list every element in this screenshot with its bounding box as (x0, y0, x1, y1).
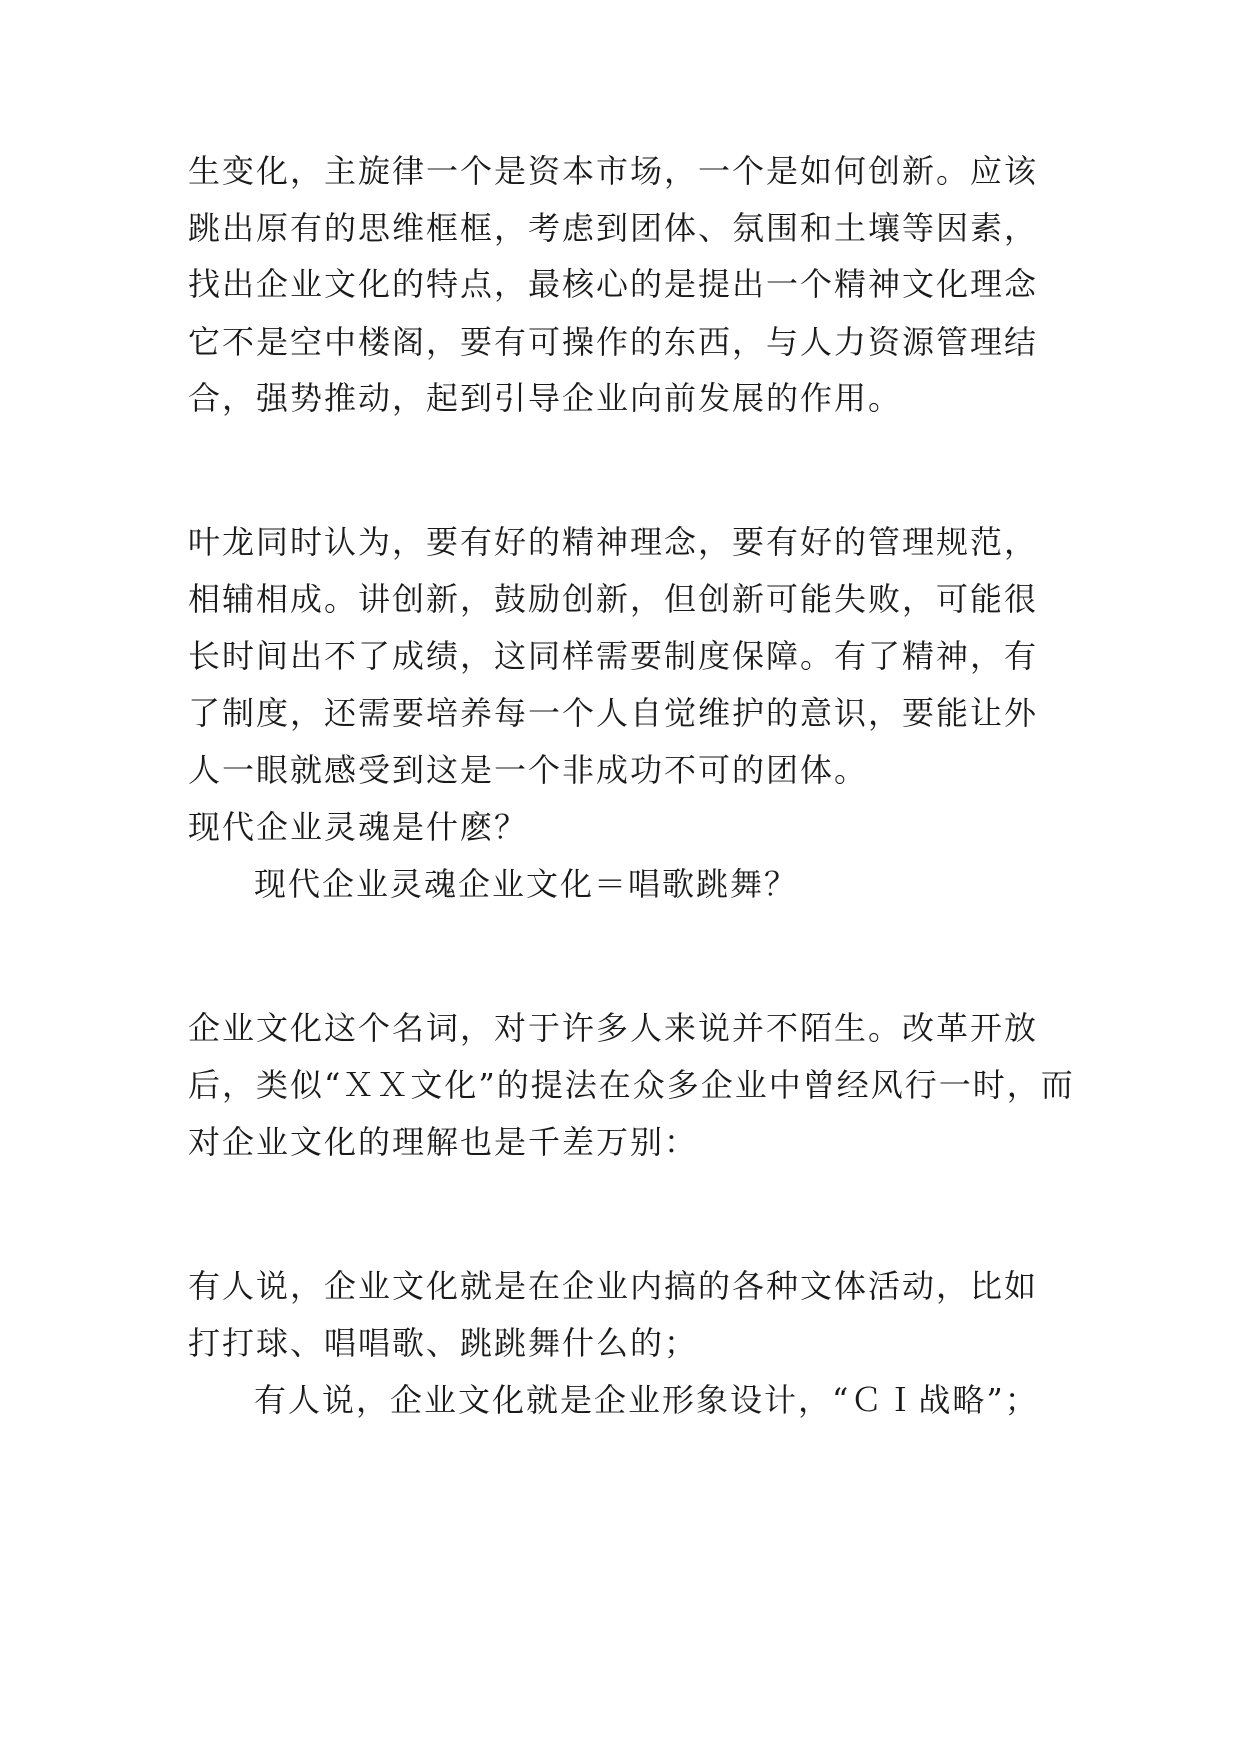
text-line: 长时间出不了成绩，这同样需要制度保障。有了精神，有 (188, 637, 1039, 675)
text-line: 叶龙同时认为，要有好的精神理念，要有好的管理规范， (188, 523, 1039, 561)
text-line: 它不是空中楼阁，要有可操作的东西，与人力资源管理结 (188, 323, 1039, 361)
text-line: 人一眼就感受到这是一个非成功不可的团体。 (188, 751, 869, 789)
subheading: 现代企业灵魂企业文化＝唱歌跳舞？ (254, 865, 799, 903)
text-line: 有人说，企业文化就是企业形象设计，“ＣＩ战略”； (254, 1381, 1039, 1419)
text-line: 了制度，还需要培养每一个人自觉维护的意识，要能让外 (188, 694, 1039, 732)
text-line: 企业文化这个名词，对于许多人来说并不陌生。改革开放 (188, 1009, 1039, 1047)
text-line: 合，强势推动，起到引导企业向前发展的作用。 (188, 379, 903, 417)
text-line: 生变化，主旋律一个是资本市场，一个是如何创新。应该 (188, 152, 1039, 190)
text-line: 找出企业文化的特点，最核心的是提出一个精神文化理念 (188, 265, 1039, 303)
section-heading: 现代企业灵魂是什麽？ (188, 808, 529, 846)
text-line: 跳出原有的思维框框，考虑到团体、氛围和土壤等因素， (188, 209, 1039, 247)
text-line: 打打球、唱唱歌、跳跳舞什么的； (188, 1324, 699, 1362)
text-line: 有人说，企业文化就是在企业内搞的各种文体活动，比如 (188, 1267, 1039, 1305)
text-line: 对企业文化的理解也是千差万别： (188, 1123, 699, 1161)
text-line: 相辅相成。讲创新，鼓励创新，但创新可能失败，可能很 (188, 580, 1039, 618)
text-line: 后，类似“ＸＸ文化”的提法在众多企业中曾经风行一时，而 (188, 1066, 1075, 1104)
